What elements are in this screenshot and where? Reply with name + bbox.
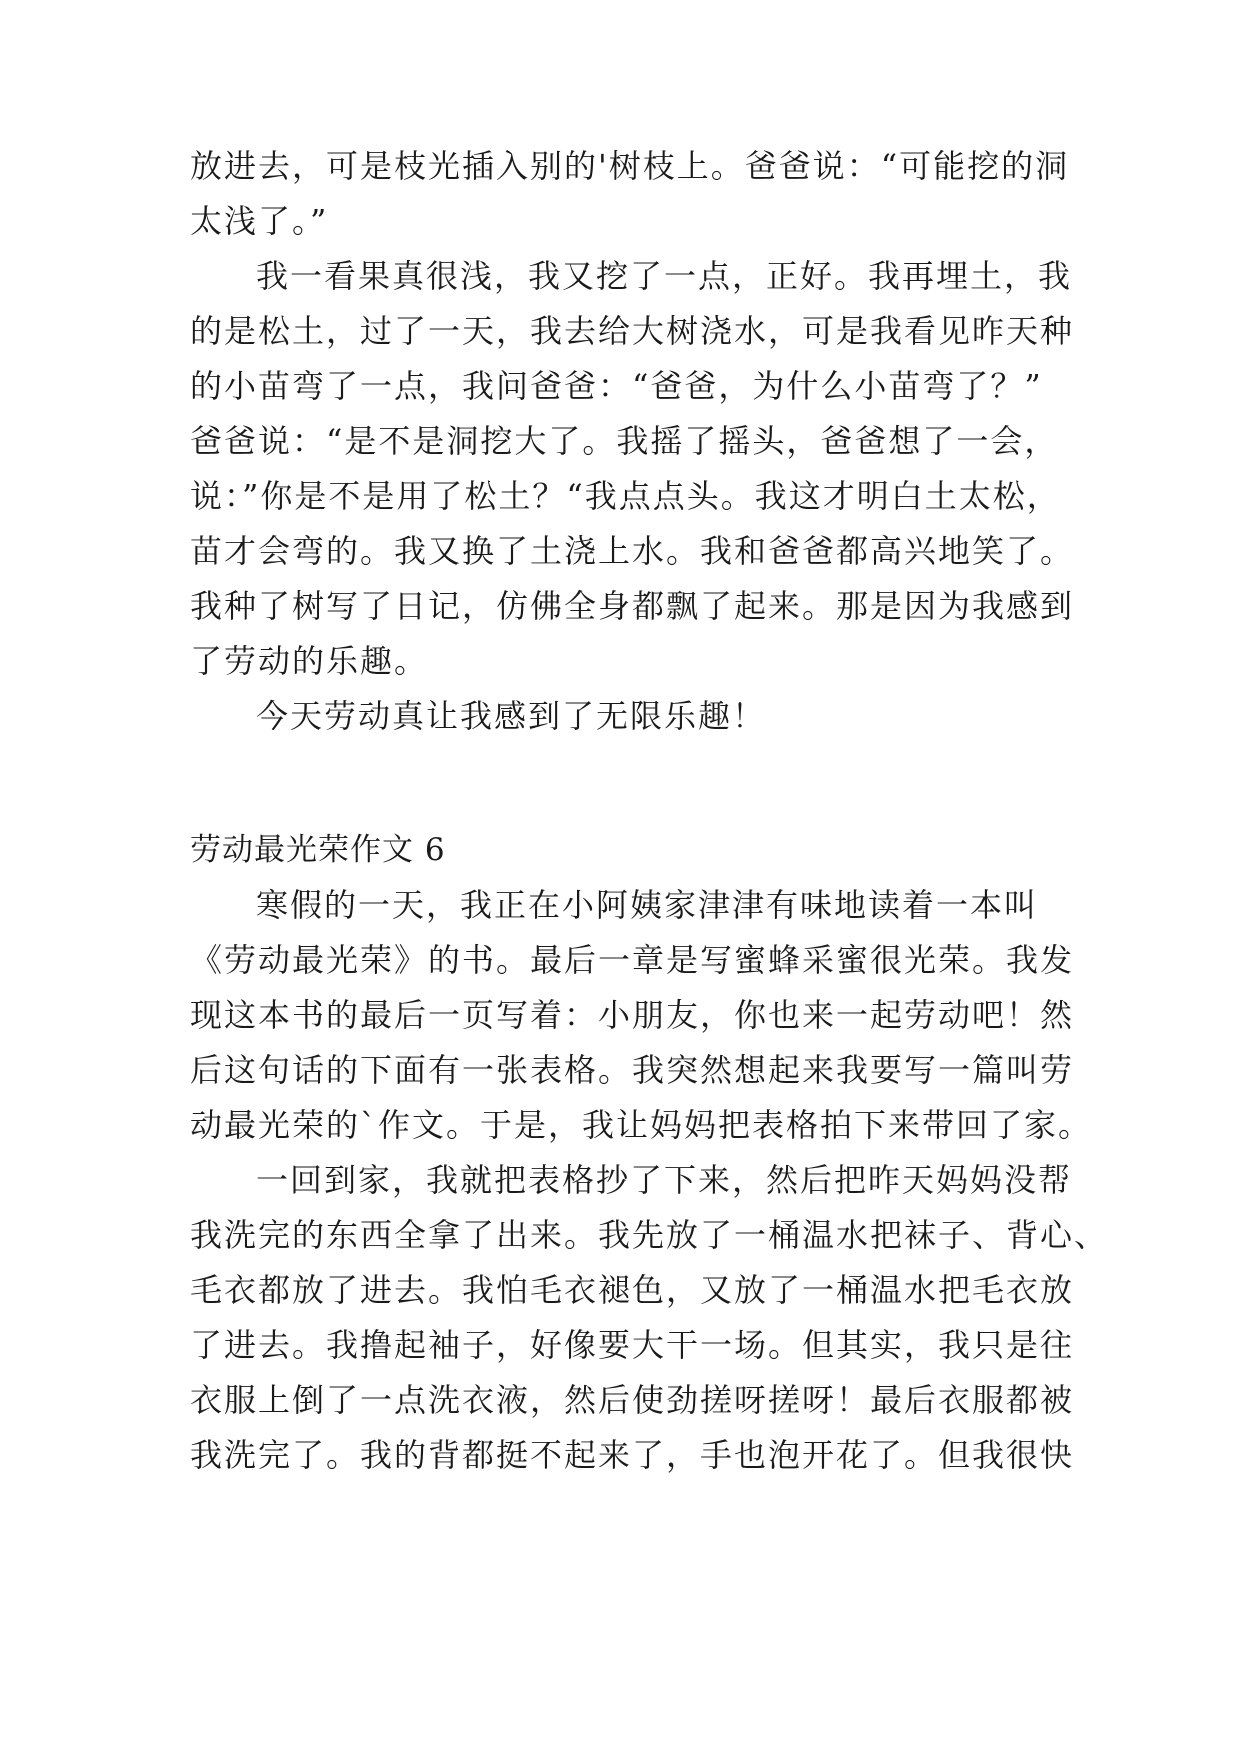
paragraph-line: 说：”你是不是用了松土？“我点点头。我这才明白土太松，	[190, 477, 1061, 515]
paragraph-line: 放进去，可是枝光插入别的'树枝上。爸爸说：“可能挖的洞	[190, 147, 1070, 185]
paragraph-line: 现这本书的最后一页写着：小朋友，你也来一起劳动吧！然	[190, 996, 1075, 1034]
paragraph-line: 毛衣都放了进去。我怕毛衣褪色，又放了一桶温水把毛衣放	[190, 1271, 1075, 1309]
paragraph-line: 衣服上倒了一点洗衣液，然后使劲搓呀搓呀！最后衣服都被	[190, 1381, 1075, 1419]
paragraph-line: 的是松土，过了一天，我去给大树浇水，可是我看见昨天种	[190, 312, 1075, 350]
paragraph-line: 寒假的一天，我正在小阿姨家津津有味地读着一本叫	[256, 886, 1039, 924]
paragraph-line: 一回到家，我就把表格抄了下来，然后把昨天妈妈没帮	[256, 1161, 1073, 1199]
paragraph-line: 今天劳动真让我感到了无限乐趣！	[256, 697, 767, 735]
section-heading: 劳动最光荣作文 6	[190, 832, 446, 868]
paragraph-line: 了劳动的乐趣。	[190, 642, 429, 680]
paragraph-line: 我洗完的东西全拿了出来。我先放了一桶温水把袜子、背心、	[190, 1216, 1109, 1254]
paragraph-line: 太浅了。”	[190, 202, 329, 240]
paragraph-line: 后这句话的下面有一张表格。我突然想起来我要写一篇叫劳	[190, 1051, 1075, 1089]
paragraph-line: 《劳动最光荣》的书。最后一章是写蜜蜂采蜜很光荣。我发	[190, 941, 1075, 979]
paragraph-line: 动最光荣的`作文。于是，我让妈妈把表格拍下来带回了家。	[190, 1106, 1093, 1144]
paragraph-line: 我种了树写了日记，仿佛全身都飘了起来。那是因为我感到	[190, 587, 1075, 625]
paragraph-line: 我一看果真很浅，我又挖了一点，正好。我再埋土，我	[256, 257, 1073, 295]
paragraph-line: 爸爸说：“是不是洞挖大了。我摇了摇头，爸爸想了一会，	[190, 422, 1059, 460]
paragraph-line: 苗才会弯的。我又换了土浇上水。我和爸爸都高兴地笑了。	[190, 532, 1075, 570]
paragraph-line: 我洗完了。我的背都挺不起来了，手也泡开花了。但我很快	[190, 1436, 1075, 1474]
paragraph-line: 的小苗弯了一点，我问爸爸：“爸爸，为什么小苗弯了？”	[190, 367, 1043, 405]
paragraph-line: 了进去。我撸起袖子，好像要大干一场。但其实，我只是往	[190, 1326, 1075, 1364]
